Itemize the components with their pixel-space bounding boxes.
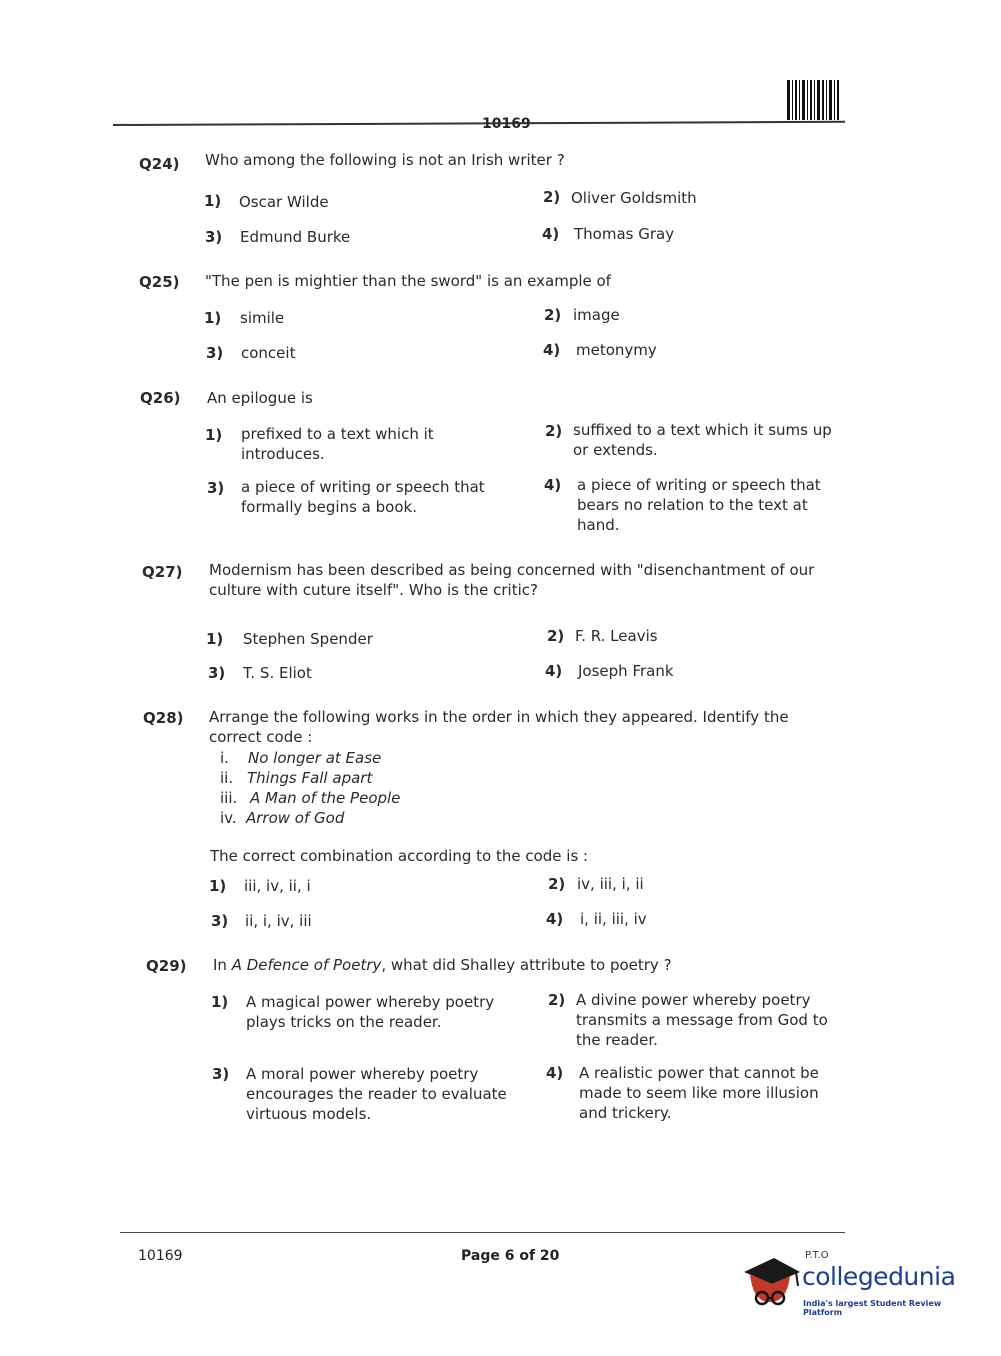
pto-label: P.T.O xyxy=(805,1250,829,1261)
option-number: 3) xyxy=(211,912,229,930)
question-text: Modernism has been described as being concerned with "disenchantment of our culture with cuture itself". Who is the critic? xyxy=(209,561,815,599)
list-item-number: iii. xyxy=(220,789,238,807)
option-number: 3) xyxy=(205,228,223,246)
option-text: Joseph Frank xyxy=(578,662,674,680)
logo-wordmark: collegedunia xyxy=(802,1262,956,1291)
option-number: 1) xyxy=(205,426,223,444)
list-item-number: i. xyxy=(220,749,229,767)
option-number: 1) xyxy=(209,877,227,895)
footer-code: 10169 xyxy=(138,1248,183,1264)
option-text: T. S. Eliot xyxy=(243,664,312,682)
list-item-text: Arrow of God xyxy=(246,809,345,827)
option-text: iv, iii, i, ii xyxy=(577,875,644,893)
list-item-number: ii. xyxy=(220,769,234,787)
option-number: 2) xyxy=(547,627,565,645)
option-text: suffixed to a text which it sums up or extends. xyxy=(573,421,832,459)
question-number: Q26) xyxy=(140,389,181,407)
option-number: 2) xyxy=(543,188,561,206)
question-number: Q24) xyxy=(139,155,180,173)
option-number: 4) xyxy=(545,662,563,680)
option-number: 2) xyxy=(548,991,566,1009)
option-text: Edmund Burke xyxy=(240,228,351,246)
list-item-text: A Man of the People xyxy=(250,789,401,807)
option-text: image xyxy=(573,306,620,324)
option-number: 4) xyxy=(546,910,564,928)
option-text: A realistic power that cannot be made to seem like more illusion and trickery. xyxy=(579,1064,819,1122)
option-text: F. R. Leavis xyxy=(575,627,658,645)
option-number: 1) xyxy=(211,993,229,1011)
footer-divider xyxy=(120,1232,845,1233)
question-number: Q28) xyxy=(143,709,184,727)
option-number: 2) xyxy=(544,306,562,324)
question-text: Who among the following is not an Irish writer ? xyxy=(205,151,565,169)
option-text: A moral power whereby poetry encourages the reader to evaluate virtuous models. xyxy=(246,1065,507,1123)
option-text: i, ii, iii, iv xyxy=(580,910,647,928)
page-number: Page 6 of 20 xyxy=(461,1248,560,1264)
header-divider xyxy=(113,121,845,126)
option-number: 4) xyxy=(543,341,561,359)
option-number: 3) xyxy=(206,344,224,362)
question-text: Arrange the following works in the order in which they appeared. Identify the correct code : xyxy=(209,708,789,746)
option-text: Stephen Spender xyxy=(243,630,373,648)
question-text: An epilogue is xyxy=(207,389,313,407)
option-text: iii, iv, ii, i xyxy=(244,877,311,895)
option-text: A divine power whereby poetry transmits a message from God to the reader. xyxy=(576,991,828,1049)
option-text: prefixed to a text which it introduces. xyxy=(241,425,434,463)
option-text: ii, i, iv, iii xyxy=(245,912,312,930)
mascot-icon xyxy=(740,1252,802,1312)
list-item-text: No longer at Ease xyxy=(248,749,382,767)
option-text: metonymy xyxy=(576,341,657,359)
option-text: A magical power whereby poetry plays tricks on the reader. xyxy=(246,993,495,1031)
option-text: Oscar Wilde xyxy=(239,193,329,211)
option-text: Thomas Gray xyxy=(574,225,675,243)
option-number: 3) xyxy=(208,664,226,682)
option-text: Oliver Goldsmith xyxy=(571,189,697,207)
option-number: 1) xyxy=(204,309,222,327)
question-subtext: The correct combination according to the code is : xyxy=(210,847,589,865)
option-number: 3) xyxy=(207,479,225,497)
option-text: a piece of writing or speech that bears no relation to the text at hand. xyxy=(577,476,821,534)
question-text: "The pen is mightier than the sword" is an example of xyxy=(205,272,611,290)
option-number: 4) xyxy=(544,476,562,494)
option-number: 4) xyxy=(542,225,560,243)
option-number: 3) xyxy=(212,1065,230,1083)
question-number: Q25) xyxy=(139,273,180,291)
option-text: a piece of writing or speech that formally begins a book. xyxy=(241,478,485,516)
option-number: 2) xyxy=(548,875,566,893)
barcode xyxy=(787,80,845,120)
question-number: Q27) xyxy=(142,563,183,581)
question-text: In A Defence of Poetry, what did Shalley attribute to poetry ? xyxy=(213,956,672,974)
question-number: Q29) xyxy=(146,957,187,975)
option-text: conceit xyxy=(241,344,296,362)
logo-tagline: India's largest Student Review Platform xyxy=(803,1299,942,1317)
collegedunia-logo xyxy=(740,1252,970,1317)
list-item-text: Things Fall apart xyxy=(247,769,373,787)
option-number: 4) xyxy=(546,1064,564,1082)
option-text: simile xyxy=(240,309,285,327)
option-number: 1) xyxy=(206,630,224,648)
option-number: 2) xyxy=(545,422,563,440)
option-number: 1) xyxy=(204,192,222,210)
list-item-number: iv. xyxy=(220,809,237,827)
